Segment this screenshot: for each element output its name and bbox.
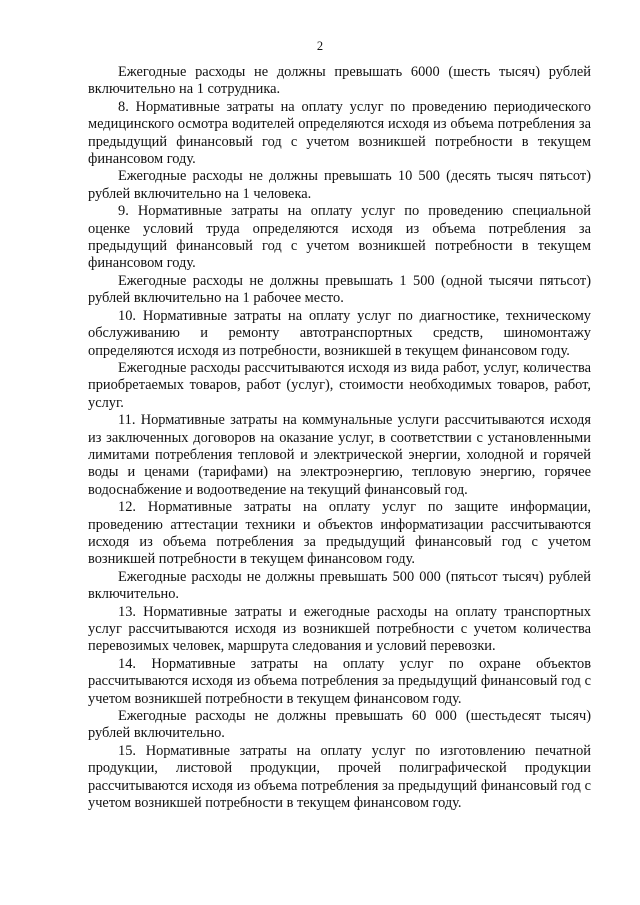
paragraph: Ежегодные расходы не должны превышать 1 500 (одной тысячи пятьсот) рублей включительно на 1 рабочее место. [88,272,591,307]
paragraph: 10. Нормативные затраты на оплату услуг по диагностике, техническому обслуживанию и ремонту автотранспортных средств, шиномонтажу определяются исходя из потребности, возникшей в текущем финансовом году. [88,307,591,359]
paragraph: 9. Нормативные затраты на оплату услуг по проведению специальной оценке условий труда определяются исходя из объема потребления за предыдущий финансовый год с учетом возникшей потребности в текущем финансовом году. [88,203,591,272]
paragraph: Ежегодные расходы рассчитываются исходя из вида работ, услуг, количества приобретаемых товаров, работ (услуг), стоимости необходимых товаров, работ, услуг. [88,359,591,411]
paragraph: Ежегодные расходы не должны превышать 10 500 (десять тысяч пятьсот) рублей включительно на 1 человека. [88,168,591,202]
paragraph: 8. Нормативные затраты на оплату услуг по проведению периодического медицинского осмотра водителей определяются исходя из объема потребления за предыдущий финансовый год с учетом возникшей потребности в текущем финансовом году. [88,98,591,168]
paragraph: 12. Нормативные затраты на оплату услуг по защите информации, проведению аттестации техники и объектов информатизации рассчитываются исходя из объема потребления за предыдущий финансовый год с учетом возникшей потребности в текущем финансовом году. [88,499,591,568]
paragraph: 15. Нормативные затраты на оплату услуг по изготовлению печатной продукции, листовой продукции, прочей полиграфической продукции рассчитываются исходя из объема потребления за предыдущий финансовый год с учетом возникшей потребности в текущем финансовом году. [88,742,591,812]
paragraph: 11. Нормативные затраты на коммунальные услуги рассчитываются исходя из заключенных договоров на оказание услуг, в соответствии с установленными лимитами потребления тепловой и электрической энергии, холодной и горячей воды и ценами (тарифами) на электроэнергию, тепловую энергию, горячее водоснабжение и водоотведение на текущий финансовый год. [88,412,591,498]
paragraph: Ежегодные расходы не должны превышать 60 000 (шестьдесят тысяч) рублей включительно. [88,708,591,742]
document-body [88,64,591,812]
paragraph: 14. Нормативные затраты на оплату услуг по охране объектов рассчитываются исходя из объема потребления за предыдущий финансовый год с учетом возникшей потребности в текущем финансовом году. [88,655,591,707]
page-number: 2 [316,39,324,53]
paragraph: Ежегодные расходы не должны превышать 6000 (шесть тысяч) рублей включительно на 1 сотрудника. [88,64,591,98]
paragraph: Ежегодные расходы не должны превышать 500 000 (пятьсот тысяч) рублей включительно. [88,568,591,603]
paragraph: 13. Нормативные затраты и ежегодные расходы на оплату транспортных услуг рассчитываются исходя из возникшей потребности с учетом количества перевозимых человек, маршрута следования и условий перевозки. [88,603,591,655]
